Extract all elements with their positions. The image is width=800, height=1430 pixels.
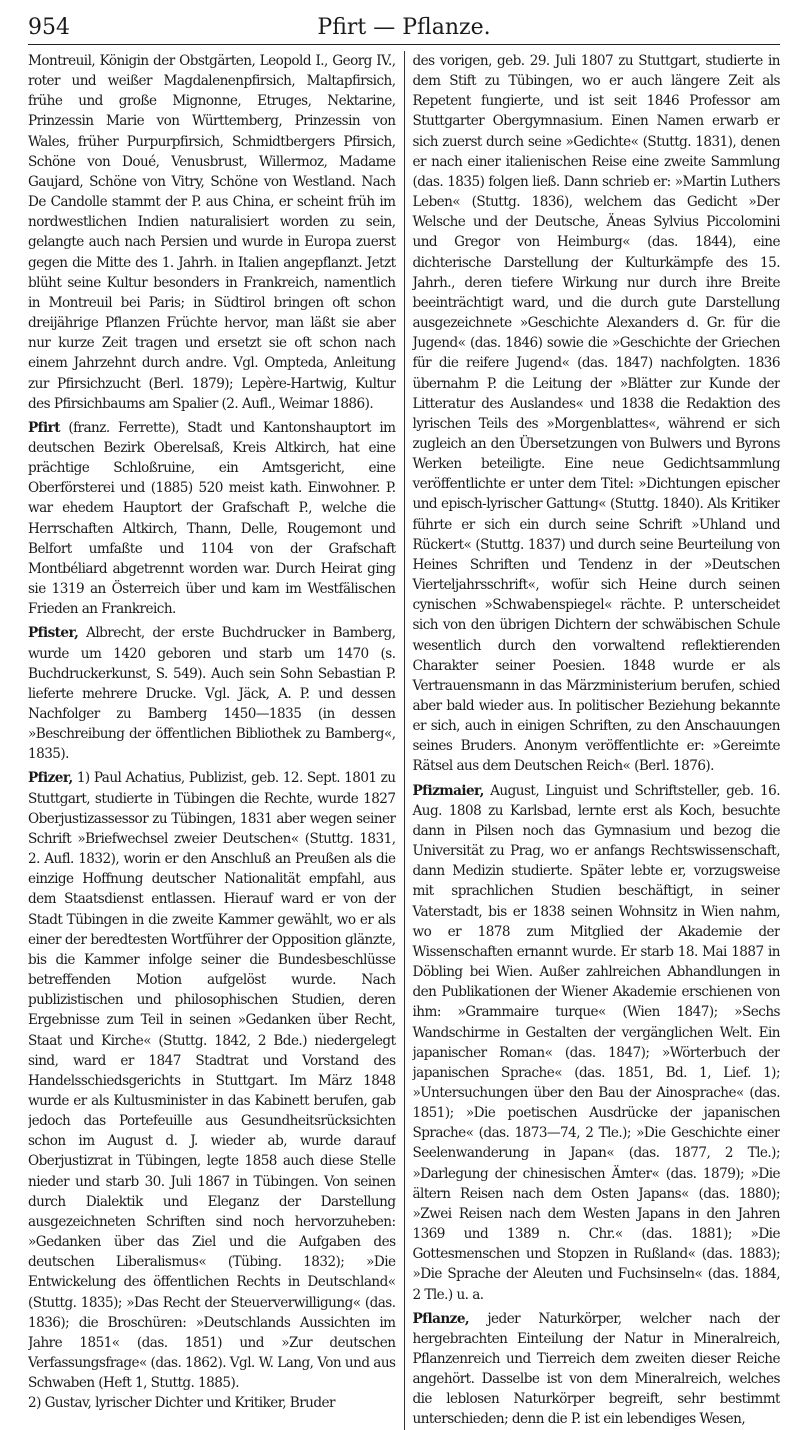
column-divider [404,51,405,1430]
entry-text: des vorigen, geb. 29. Juli 1807 zu Stuttgart, studierte in dem Stift zu Tübingen, wo er auch längere Zeit als Repetent fungierte, und ist seit 1846 Professor am Stuttgarter Obergymnasium. Einen Namen erwarb er sich zuerst durch seine »Gedichte« (Stuttg. 1831), denen er nach einer italienischen Reise eine zweite Sammlung (das. 1835) folgen ließ. Dann schrieb er: »Martin Luthers Leben« (Stuttg. 1836), welchem das Gedicht »Der Welsche und der Deutsche, Äneas Sylvius Piccolomini und Gregor von Heimburg« (das. 1844), eine dichterische Darstellung der Kulturkämpfe des 15. Jahrh., deren tiefere Wirkung nur durch ihre Breite beeinträchtigt ward, und die durch gute Darstellung ausgezeichnete »Geschichte Alexanders d. Gr. für die Jugend« (das. 1846) sowie die »Geschichte der Griechen für die reifere Jugend« (das. 1847) nachfolgten. 1836 übernahm P. die Leitung der »Blätter zur Kunde der Litteratur des Auslandes« und 1838 die Redaktion des lyrischen Teils des »Morgenblattes«, während er sich zugleich an den Übersetzungen von Bulwers und Byrons Werken beteiligte. Eine neue Gedichtsammlung veröffentlichte er unter dem Titel: »Dichtungen epischer und episch-lyrischer Gattung« (Stuttg. 1840). Als Kritiker führte er sich ein durch seine Schrift »Uhland und Rückert« (Stuttg. 1837) und durch seine Beurteilung von Heines Schriften und Tendenz in der »Deutschen Vierteljahrsschrift«, wofür sich Heine durch seinen cynischen »Schwabenspiegel« rächte. P. unterscheidet sich von den übrigen Dichtern der schwäbischen Schule wesentlich durch den vorwaltend reflektierenden Charakter seiner Poesien. 1848 wurde er als Vertrauensmann in das Märzministerium berufen, schied aber bald wieder aus. In politischer Beziehung bekannte er sich, auch in einigen Schriften, zu den Anschauungen seines Bruders. Anonym veröffentlichte er: »Gereimte Rätsel aus dem Deutschen Reich« (Berl. 1876). [412,53,780,775]
entry-headword: Pfizer, [28,770,73,787]
entry-pflanze [412,1309,780,1430]
entry-text: August, Linguist und Schriftsteller, geb. 16. Aug. 1808 zu Karlsbad, lernte erst als Koch, besuchte dann in Pilsen noch das Gymnasium und bezog die Universität zu Prag, wo er anfangs Rechtswissenschaft, dann Medizin studierte. Später lebte er, vorzugsweise mit sprachlichen Studien beschäftigt, in seiner Vaterstadt, bis er 1838 seinen Wohnsitz in Wien nahm, wo er 1878 zum Mitglied der Akademie der Wissenschaften ernannt wurde. Er starb 18. Mai 1887 in Döbling bei Wien. Außer zahlreichen Abhandlungen in den Publikationen der Wiener Akademie erschienen von ihm: »Grammaire turque« (Wien 1847); »Sechs Wandschirme in Gestalten der vergänglichen Welt. Ein japanischer Roman« (das. 1847); »Wörterbuch der japanischen Sprache« (das. 1851, Bd. 1, Lief. 1); »Untersuchungen über den Bau der Ainosprache« (das. 1851); »Die poetischen Ausdrücke der japanischen Sprache« (das. 1873—74, 2 Tle.); »Die Geschichte einer Seelenwanderung in Japan« (das. 1877, 2 Tle.); »Darlegung der chinesischen Ämter« (das. 1879); »Die ältern Reisen nach dem Osten Japans« (das. 1880); »Zwei Reisen nach dem Westen Japans in den Jahren 1369 und 1389 n. Chr.« (das. 1881); »Die Gottesmenschen und Stopzen in Rußland« (das. 1883); »Die Sprache der Aleuten und Fuchsinseln« (das. 1884, 2 Tle.) u. a. [412,782,780,1303]
entry-pfister [28,623,396,764]
entry-pfirt [28,418,396,620]
entry-pfizmaier [412,781,780,1305]
page-number: 954 [28,15,70,40]
page-header [28,14,780,45]
entry-text: 1) Paul Achatius, Publizist, geb. 12. Sept. 1801 zu Stuttgart, studierte in Tübingen die Rechte, wurde 1827 Oberjustizassessor zu Tübingen, 1831 aber wegen seiner Schrift »Briefwechsel zweier Deutschen« (Stuttg. 1831, 2. Aufl. 1832), worin er den Anschluß an Preußen als die einzige Hoffnung deutscher Nationalität empfahl, aus dem Staatsdienst entlassen. Hierauf ward er von der Stadt Tübingen in die zweite Kammer gewählt, wo er als einer der beredtesten Wortführer der Opposition glänzte, bis die Kammer infolge seiner die Bundesbeschlüsse betreffenden Motion aufgelöst wurde. Nach publizistischen und philosophischen Studien, deren Ergebnisse zum Teil in seinen »Gedanken über Recht, Staat und Kirche« (Stuttg. 1842, 2 Bde.) niedergelegt sind, ward er 1847 Stadtrat und Vorstand des Handelsschiedsgerichts in Stuttgart. Im März 1848 wurde er als Kultusminister in das Kabinett berufen, gab jedoch das Portefeuille aus Gesundheitsrücksichten schon im August d. J. wieder ab, wurde darauf Oberjustizrat in Tübingen, legte 1858 auch diese Stelle nieder und starb 30. Juli 1867 in Tübingen. Von seinen durch Dialektik und Eleganz der Darstellung ausgezeichneten Schriften sind noch hervorzuheben: »Gedanken über das Ziel und die Aufgaben des deutschen Liberalismus« (Tübing. 1832); »Die Entwickelung des öffentlichen Rechts in Deutschland« (Stuttg. 1835); »Das Recht der Steuerverwilligung« (das. 1836); die Broschüren: »Deutschlands Aussichten im Jahre 1851« (das. 1851) und »Zur deutschen Verfassungsfrage« (das. 1862). Vgl. W. Lang, Von und aus Schwaben (Heft 1, Stuttg. 1885). [28,770,396,1392]
entry-text: Albrecht, der erste Buchdrucker in Bamberg, wurde um 1420 geboren und starb um 1470 (s. Buchdruckerkunst, S. 549). Auch sein Sohn Sebastian P. lieferte mehrere Drucke. Vgl. Jäck, A. P. und dessen Nachfolger zu Bamberg 1450—1835 (in dessen »Beschreibung der öffentlichen Bibliothek zu Bamberg«, 1835). [28,625,396,763]
entry-pfirsich-continued [28,51,396,414]
entry-pfizer-gustav [28,1393,396,1413]
right-column [412,51,780,1430]
entry-headword: Pfirt [28,419,60,436]
entry-text: jeder Naturkörper, welcher nach der hergebrachten Einteilung der Natur in Mineralreich, Pflanzenreich und Tierreich dem zweiten dieser Reiche angehört. Dasselbe ist von dem Mineralreich, welches die leblosen Naturkörper begreift, sehr bestimmt unterschieden; denn die P. ist ein lebendiges Wesen, [412,1310,780,1428]
running-title: Pfirt — Pflanze. [317,15,491,40]
text-columns [28,51,780,1430]
entry-headword: Pfizmaier, [412,782,484,799]
entry-pfizer [28,768,396,1393]
entry-text: Montreuil, Königin der Obstgärten, Leopold I., Georg IV., roter und weißer Magdalenenpfirsich, Maltapfirsich, frühe und große Mignonne, Etruges, Nektarine, Prinzessin Marie von Württemberg, Prinzessin von Wales, früher Purpurpfirsich, Schmidtbergers Pfirsich, Schöne von Doué, Venusbrust, Willermoz, Madame Gaujard, Schöne von Vitry, Schöne von Westland. Nach De Candolle stammt der P. aus China, er scheint früh im nordwestlichen Indien naturalisiert worden zu sein, gelangte auch nach Persien und wurde in Europa zuerst gegen die Mitte des 1. Jahrh. in Italien angepflanzt. Jetzt blüht seine Kultur besonders in Frankreich, namentlich in Montreuil bei Paris; in Südtirol bringen oft schon dreijährige Pflanzen Früchte hervor, man läßt sie aber nur kurze Zeit tragen und ersetzt sie oft schon nach einem Jahrzehnt durch andre. Vgl. Ompteda, Anleitung zur Pfirsichzucht (Berl. 1879); Lepère-Hartwig, Kultur des Pfirsichbaums am Spalier (2. Aufl., Weimar 1886). [28,53,396,412]
entry-text: (franz. Ferrette), Stadt und Kantonshauptort im deutschen Bezirk Oberelsaß, Kreis Altkirch, hat eine prächtige Schloßruine, ein Amtsgericht, eine Oberförsterei und (1885) 520 meist kath. Einwohner. P. war ehedem Hauptort der Grafschaft P., welche die Herrschaften Altkirch, Thann, Delle, Rougemont und Belfort umfaßte und 1104 von der Grafschaft Montbéliard abgetrennt worden war. Durch Heirat ging sie 1319 an Österreich über und kam im Westfälischen Frieden an Frankreich. [28,419,396,618]
entry-headword: Pfister, [28,625,79,642]
left-column [28,51,396,1430]
entry-pfizer-gustav-continued [412,51,780,777]
entry-headword: Pflanze, [412,1310,470,1327]
entry-text: 2) Gustav, lyrischer Dichter und Kritiker, Bruder [28,1395,335,1412]
